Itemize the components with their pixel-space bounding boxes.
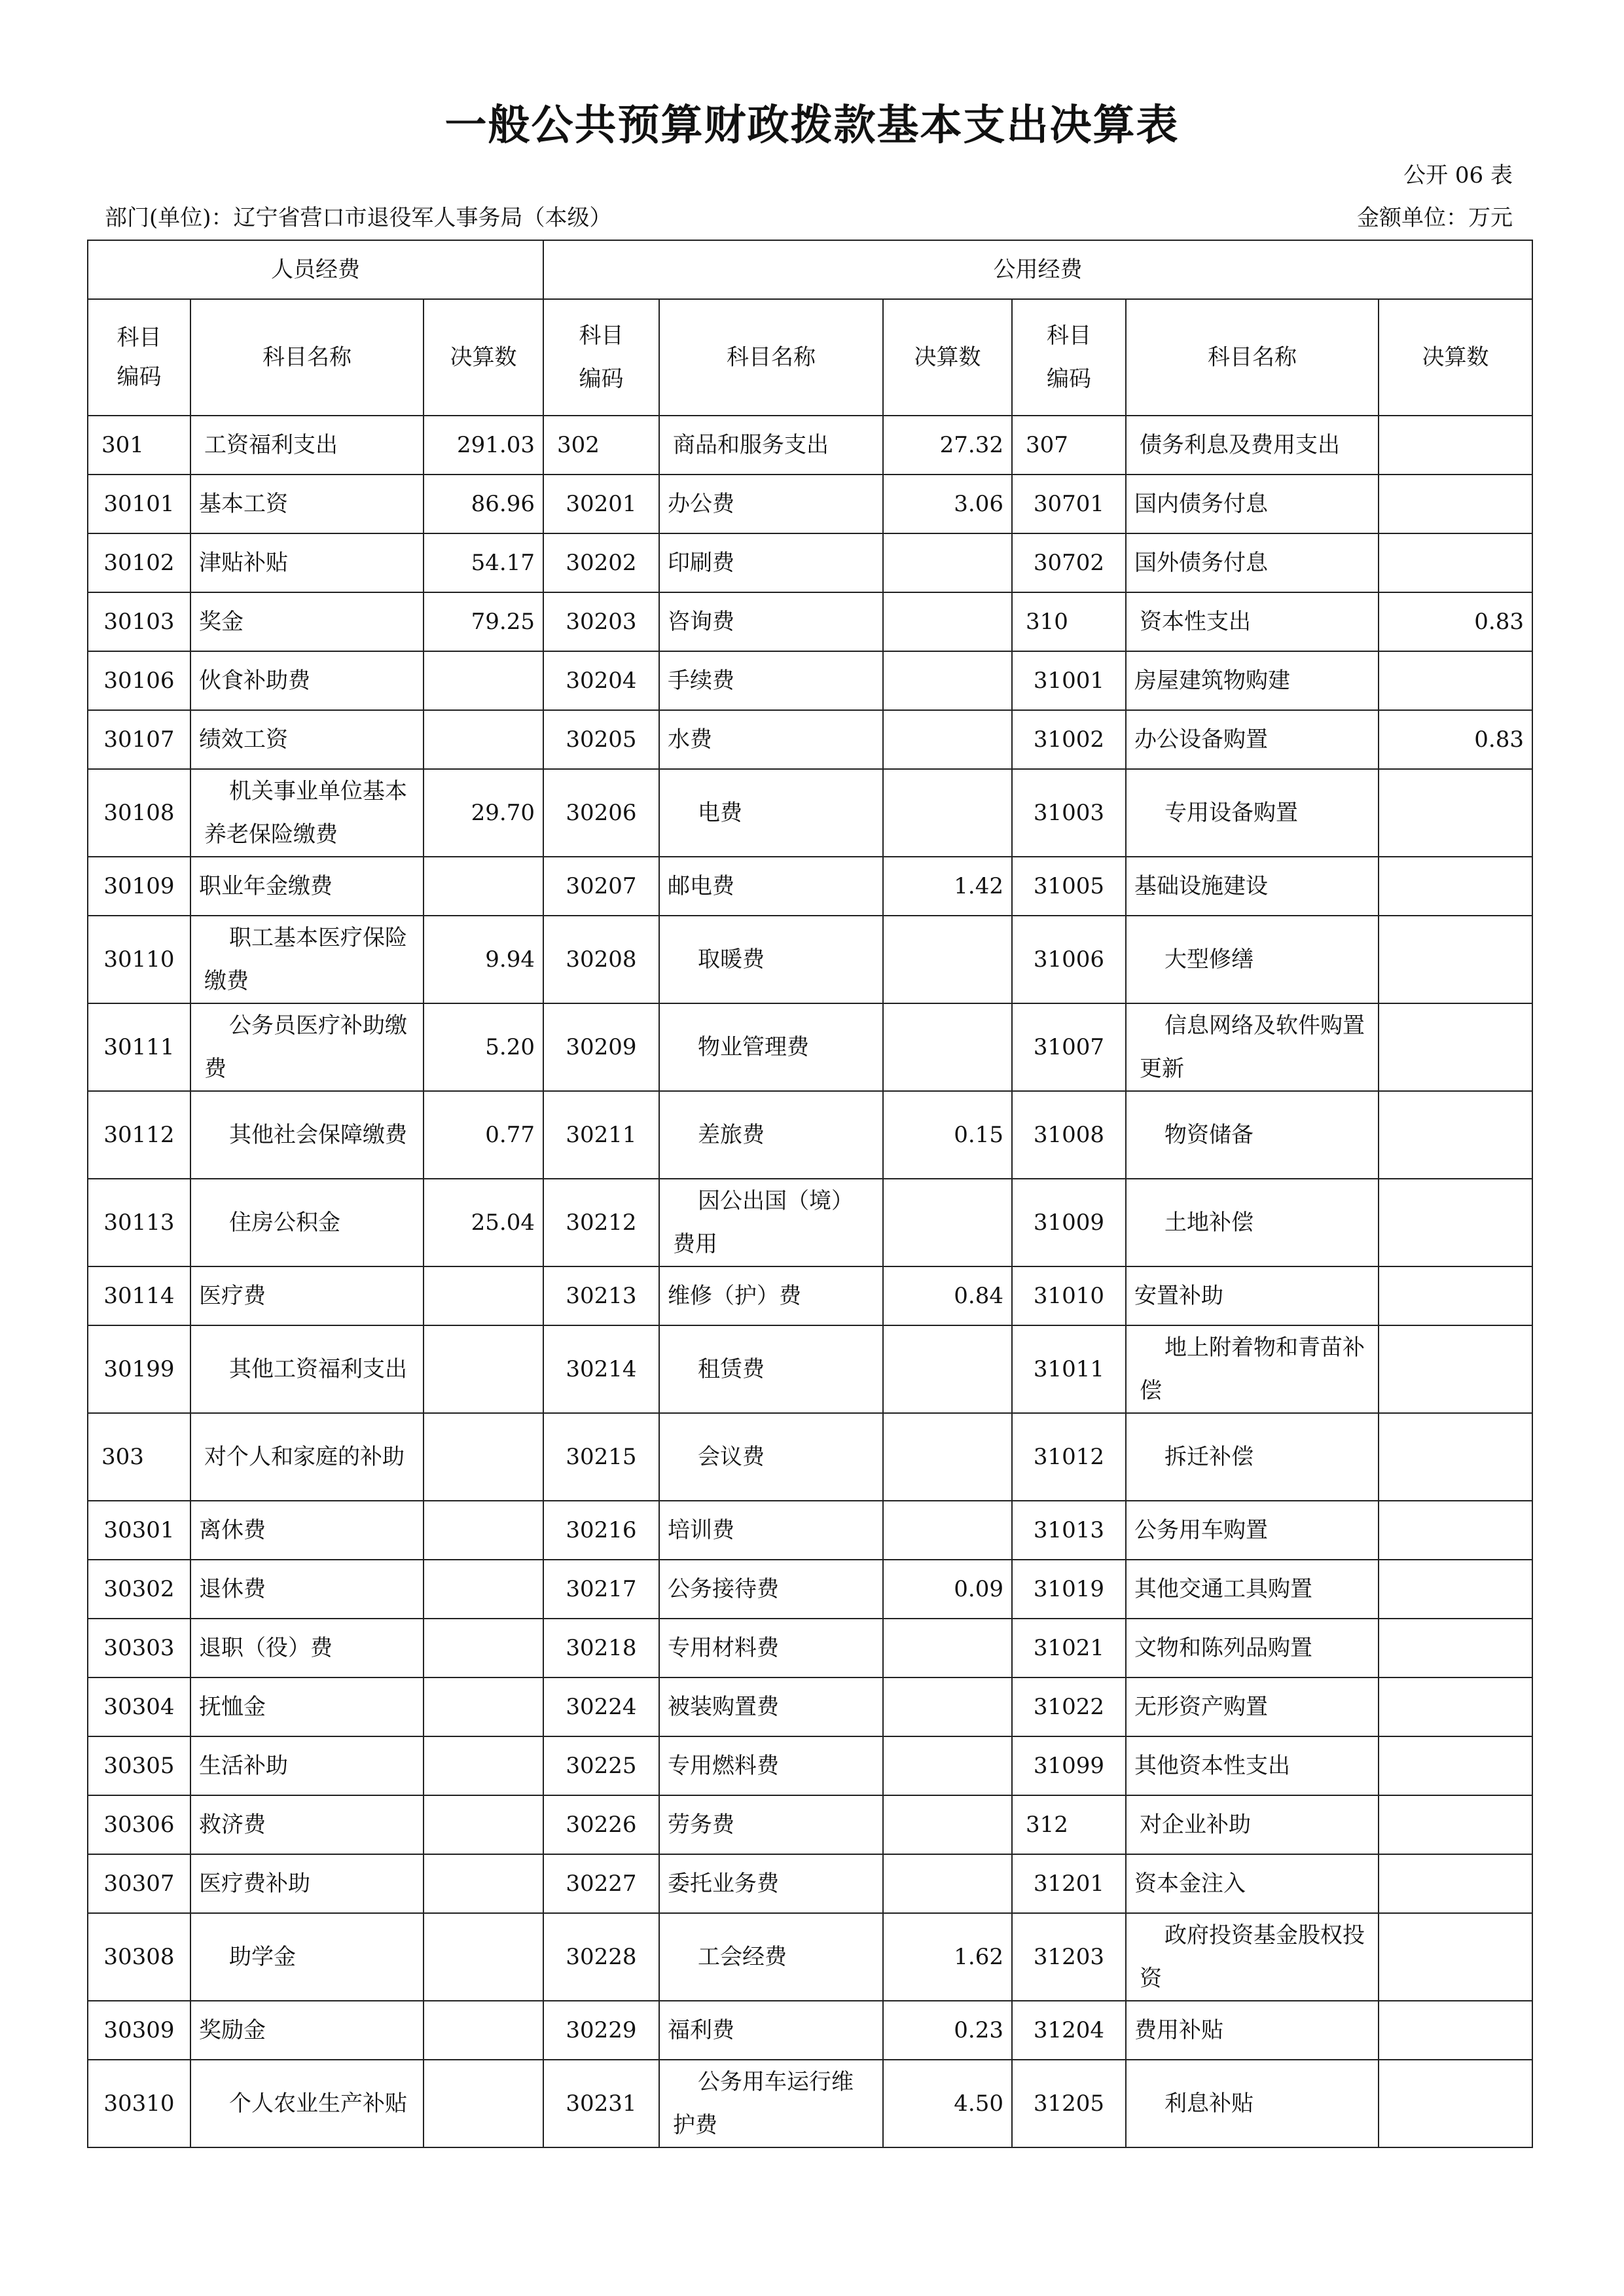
amount-value: 79.25 bbox=[424, 592, 543, 651]
subject-code: 30205 bbox=[543, 710, 659, 769]
subject-code: 30310 bbox=[88, 2060, 190, 2147]
subject-code: 30304 bbox=[88, 1677, 190, 1736]
amount-value: 4.50 bbox=[883, 2060, 1012, 2147]
header-code: 科目 编码 bbox=[88, 299, 190, 416]
subject-code: 31001 bbox=[1012, 651, 1126, 710]
amount-value bbox=[424, 2001, 543, 2060]
amount-value: 0.09 bbox=[883, 1560, 1012, 1619]
subject-code: 30212 bbox=[543, 1179, 659, 1266]
subject-name: 公务员医疗补助缴费 bbox=[190, 1003, 424, 1091]
amount-value bbox=[424, 710, 543, 769]
amount-value bbox=[1379, 1266, 1532, 1325]
table-row bbox=[88, 1854, 1532, 1913]
subject-name: 福利费 bbox=[659, 2001, 883, 2060]
subject-code: 30114 bbox=[88, 1266, 190, 1325]
table-row bbox=[88, 1325, 1532, 1413]
table-row bbox=[88, 1560, 1532, 1619]
subject-name: 专用材料费 bbox=[659, 1619, 883, 1677]
header-name: 科目名称 bbox=[659, 299, 883, 416]
subject-code: 30306 bbox=[88, 1795, 190, 1854]
subject-code: 30103 bbox=[88, 592, 190, 651]
amount-unit-label: 金额单位：万元 bbox=[1357, 205, 1513, 231]
amount-value bbox=[883, 1325, 1012, 1413]
amount-value bbox=[1379, 1560, 1532, 1619]
subject-name: 工会经费 bbox=[659, 1913, 883, 2001]
amount-value bbox=[883, 1179, 1012, 1266]
subject-code: 31204 bbox=[1012, 2001, 1126, 2060]
table-row bbox=[88, 1003, 1532, 1091]
subject-name: 职业年金缴费 bbox=[190, 857, 424, 916]
subject-name: 退职（役）费 bbox=[190, 1619, 424, 1677]
subject-code: 30308 bbox=[88, 1913, 190, 2001]
subject-code: 30229 bbox=[543, 2001, 659, 2060]
section-public-header: 公用经费 bbox=[543, 240, 1532, 299]
amount-value bbox=[1379, 916, 1532, 1003]
amount-value bbox=[424, 857, 543, 916]
budget-table bbox=[87, 240, 1533, 2148]
subject-name: 其他社会保障缴费 bbox=[190, 1091, 424, 1179]
subject-name: 离休费 bbox=[190, 1501, 424, 1560]
table-row bbox=[88, 769, 1532, 857]
subject-name: 机关事业单位基本养老保险缴费 bbox=[190, 769, 424, 857]
amount-value bbox=[1379, 1179, 1532, 1266]
subject-code: 30110 bbox=[88, 916, 190, 1003]
table-row bbox=[88, 1091, 1532, 1179]
header-name: 科目名称 bbox=[190, 299, 424, 416]
subject-code: 30215 bbox=[543, 1413, 659, 1501]
subject-code: 31009 bbox=[1012, 1179, 1126, 1266]
subject-code: 30106 bbox=[88, 651, 190, 710]
subject-code: 31203 bbox=[1012, 1913, 1126, 2001]
amount-value bbox=[424, 1854, 543, 1913]
subject-code: 30227 bbox=[543, 1854, 659, 1913]
amount-value: 29.70 bbox=[424, 769, 543, 857]
amount-value bbox=[424, 1266, 543, 1325]
subject-code: 303 bbox=[88, 1413, 190, 1501]
amount-value: 86.96 bbox=[424, 475, 543, 533]
amount-value bbox=[883, 1854, 1012, 1913]
header-code: 科目 编码 bbox=[543, 299, 659, 416]
amount-value bbox=[1379, 1325, 1532, 1413]
amount-value bbox=[424, 1325, 543, 1413]
subject-code: 30301 bbox=[88, 1501, 190, 1560]
table-row bbox=[88, 2060, 1532, 2147]
amount-value bbox=[424, 1795, 543, 1854]
page-title: 一般公共预算财政拨款基本支出决算表 bbox=[444, 101, 1180, 150]
amount-value: 5.20 bbox=[424, 1003, 543, 1091]
amount-value bbox=[883, 1501, 1012, 1560]
subject-code: 30111 bbox=[88, 1003, 190, 1091]
subject-name: 拆迁补偿 bbox=[1126, 1413, 1379, 1501]
amount-value bbox=[883, 1795, 1012, 1854]
amount-value bbox=[1379, 1795, 1532, 1854]
amount-value bbox=[1379, 769, 1532, 857]
subject-code: 310 bbox=[1012, 592, 1126, 651]
subject-name: 个人农业生产补贴 bbox=[190, 2060, 424, 2147]
subject-name: 对企业补助 bbox=[1126, 1795, 1379, 1854]
amount-value bbox=[883, 1619, 1012, 1677]
subject-name: 奖励金 bbox=[190, 2001, 424, 2060]
amount-value: 54.17 bbox=[424, 533, 543, 592]
subject-name: 奖金 bbox=[190, 592, 424, 651]
subject-code: 31007 bbox=[1012, 1003, 1126, 1091]
subject-name: 印刷费 bbox=[659, 533, 883, 592]
subject-name: 培训费 bbox=[659, 1501, 883, 1560]
subject-name: 大型修缮 bbox=[1126, 916, 1379, 1003]
amount-value bbox=[1379, 1736, 1532, 1795]
amount-value: 291.03 bbox=[424, 416, 543, 475]
subject-name: 生活补助 bbox=[190, 1736, 424, 1795]
subject-name: 对个人和家庭的补助 bbox=[190, 1413, 424, 1501]
subject-code: 30217 bbox=[543, 1560, 659, 1619]
subject-code: 301 bbox=[88, 416, 190, 475]
amount-value: 0.84 bbox=[883, 1266, 1012, 1325]
amount-value bbox=[1379, 1501, 1532, 1560]
amount-value bbox=[883, 1413, 1012, 1501]
subject-code: 31003 bbox=[1012, 769, 1126, 857]
amount-value bbox=[883, 533, 1012, 592]
subject-code: 30224 bbox=[543, 1677, 659, 1736]
subject-name: 安置补助 bbox=[1126, 1266, 1379, 1325]
subject-name: 差旅费 bbox=[659, 1091, 883, 1179]
amount-value bbox=[424, 1560, 543, 1619]
subject-name: 无形资产购置 bbox=[1126, 1677, 1379, 1736]
subject-code: 30213 bbox=[543, 1266, 659, 1325]
subject-name: 电费 bbox=[659, 769, 883, 857]
subject-name: 公务接待费 bbox=[659, 1560, 883, 1619]
subject-code: 30113 bbox=[88, 1179, 190, 1266]
amount-value bbox=[1379, 416, 1532, 475]
subject-name: 国内债务付息 bbox=[1126, 475, 1379, 533]
subject-code: 30702 bbox=[1012, 533, 1126, 592]
header-amount: 决算数 bbox=[883, 299, 1012, 416]
subject-code: 312 bbox=[1012, 1795, 1126, 1854]
subject-name: 住房公积金 bbox=[190, 1179, 424, 1266]
subject-code: 31022 bbox=[1012, 1677, 1126, 1736]
subject-code: 30305 bbox=[88, 1736, 190, 1795]
subject-name: 救济费 bbox=[190, 1795, 424, 1854]
amount-value bbox=[883, 1677, 1012, 1736]
subject-code: 31205 bbox=[1012, 2060, 1126, 2147]
subject-code: 30202 bbox=[543, 533, 659, 592]
subject-name: 委托业务费 bbox=[659, 1854, 883, 1913]
amount-value bbox=[1379, 1913, 1532, 2001]
amount-value bbox=[424, 1413, 543, 1501]
subject-name: 手续费 bbox=[659, 651, 883, 710]
subject-name: 办公设备购置 bbox=[1126, 710, 1379, 769]
header-amount: 决算数 bbox=[1379, 299, 1532, 416]
subject-code: 30107 bbox=[88, 710, 190, 769]
amount-value bbox=[1379, 1619, 1532, 1677]
table-row bbox=[88, 1266, 1532, 1325]
subject-code: 30231 bbox=[543, 2060, 659, 2147]
subject-code: 30309 bbox=[88, 2001, 190, 2060]
subject-code: 30199 bbox=[88, 1325, 190, 1413]
header-name: 科目名称 bbox=[1126, 299, 1379, 416]
amount-value: 25.04 bbox=[424, 1179, 543, 1266]
subject-code: 30208 bbox=[543, 916, 659, 1003]
subject-name: 会议费 bbox=[659, 1413, 883, 1501]
subject-name: 职工基本医疗保险缴费 bbox=[190, 916, 424, 1003]
section-personnel-header: 人员经费 bbox=[88, 240, 543, 299]
subject-code: 30108 bbox=[88, 769, 190, 857]
amount-value bbox=[1379, 2060, 1532, 2147]
amount-value bbox=[424, 1677, 543, 1736]
amount-value bbox=[424, 651, 543, 710]
subject-name: 房屋建筑物购建 bbox=[1126, 651, 1379, 710]
amount-value bbox=[883, 1003, 1012, 1091]
subject-name: 其他资本性支出 bbox=[1126, 1736, 1379, 1795]
table-row bbox=[88, 2001, 1532, 2060]
subject-name: 租赁费 bbox=[659, 1325, 883, 1413]
subject-name: 物业管理费 bbox=[659, 1003, 883, 1091]
subject-name: 其他交通工具购置 bbox=[1126, 1560, 1379, 1619]
subject-code: 30214 bbox=[543, 1325, 659, 1413]
subject-code: 31019 bbox=[1012, 1560, 1126, 1619]
amount-value bbox=[424, 1501, 543, 1560]
subject-code: 31005 bbox=[1012, 857, 1126, 916]
table-row bbox=[88, 710, 1532, 769]
subject-code: 30228 bbox=[543, 1913, 659, 2001]
subject-code: 31002 bbox=[1012, 710, 1126, 769]
subject-code: 31012 bbox=[1012, 1413, 1126, 1501]
subject-name: 土地补偿 bbox=[1126, 1179, 1379, 1266]
subject-name: 维修（护）费 bbox=[659, 1266, 883, 1325]
subject-name: 津贴补贴 bbox=[190, 533, 424, 592]
amount-value bbox=[1379, 475, 1532, 533]
subject-name: 商品和服务支出 bbox=[659, 416, 883, 475]
amount-value bbox=[424, 1619, 543, 1677]
subject-code: 30206 bbox=[543, 769, 659, 857]
subject-code: 30216 bbox=[543, 1501, 659, 1560]
amount-value: 0.83 bbox=[1379, 592, 1532, 651]
table-row bbox=[88, 1179, 1532, 1266]
subject-code: 302 bbox=[543, 416, 659, 475]
table-row bbox=[88, 592, 1532, 651]
table-row bbox=[88, 1677, 1532, 1736]
subject-name: 债务利息及费用支出 bbox=[1126, 416, 1379, 475]
subject-code: 30218 bbox=[543, 1619, 659, 1677]
subject-name: 专用设备购置 bbox=[1126, 769, 1379, 857]
amount-value: 0.83 bbox=[1379, 710, 1532, 769]
subject-name: 信息网络及软件购置更新 bbox=[1126, 1003, 1379, 1091]
subject-code: 30209 bbox=[543, 1003, 659, 1091]
subject-name: 邮电费 bbox=[659, 857, 883, 916]
subject-code: 30112 bbox=[88, 1091, 190, 1179]
subject-name: 公务用车运行维护费 bbox=[659, 2060, 883, 2147]
subject-name: 因公出国（境）费用 bbox=[659, 1179, 883, 1266]
subject-name: 办公费 bbox=[659, 475, 883, 533]
form-number: 公开 06 表 bbox=[1403, 162, 1513, 188]
subject-code: 30226 bbox=[543, 1795, 659, 1854]
table-row bbox=[88, 533, 1532, 592]
subject-code: 30211 bbox=[543, 1091, 659, 1179]
subject-code: 31006 bbox=[1012, 916, 1126, 1003]
subject-code: 31201 bbox=[1012, 1854, 1126, 1913]
subject-code: 307 bbox=[1012, 416, 1126, 475]
subject-code: 30225 bbox=[543, 1736, 659, 1795]
subject-name: 资本金注入 bbox=[1126, 1854, 1379, 1913]
amount-value bbox=[1379, 1854, 1532, 1913]
subject-name: 政府投资基金股权投资 bbox=[1126, 1913, 1379, 2001]
subject-code: 30201 bbox=[543, 475, 659, 533]
subject-name: 被装购置费 bbox=[659, 1677, 883, 1736]
subject-code: 30101 bbox=[88, 475, 190, 533]
amount-value bbox=[883, 592, 1012, 651]
amount-value bbox=[883, 710, 1012, 769]
subject-name: 助学金 bbox=[190, 1913, 424, 2001]
subject-code: 31021 bbox=[1012, 1619, 1126, 1677]
table-row bbox=[88, 1913, 1532, 2001]
subject-name: 取暖费 bbox=[659, 916, 883, 1003]
subject-code: 30701 bbox=[1012, 475, 1126, 533]
table-row bbox=[88, 1736, 1532, 1795]
subject-name: 利息补贴 bbox=[1126, 2060, 1379, 2147]
subject-code: 31010 bbox=[1012, 1266, 1126, 1325]
subject-name: 地上附着物和青苗补偿 bbox=[1126, 1325, 1379, 1413]
subject-name: 水费 bbox=[659, 710, 883, 769]
subject-name: 抚恤金 bbox=[190, 1677, 424, 1736]
table-row bbox=[88, 475, 1532, 533]
amount-value: 1.62 bbox=[883, 1913, 1012, 2001]
amount-value bbox=[1379, 1003, 1532, 1091]
subject-name: 医疗费补助 bbox=[190, 1854, 424, 1913]
subject-name: 劳务费 bbox=[659, 1795, 883, 1854]
subject-code: 31099 bbox=[1012, 1736, 1126, 1795]
table-row bbox=[88, 1795, 1532, 1854]
amount-value bbox=[424, 1913, 543, 2001]
table-row bbox=[88, 916, 1532, 1003]
amount-value bbox=[1379, 651, 1532, 710]
subject-name: 文物和陈列品购置 bbox=[1126, 1619, 1379, 1677]
subject-name: 基本工资 bbox=[190, 475, 424, 533]
subject-name: 医疗费 bbox=[190, 1266, 424, 1325]
subject-name: 基础设施建设 bbox=[1126, 857, 1379, 916]
table-row bbox=[88, 416, 1532, 475]
amount-value bbox=[883, 651, 1012, 710]
subject-name: 退休费 bbox=[190, 1560, 424, 1619]
table-row bbox=[88, 1413, 1532, 1501]
subject-name: 咨询费 bbox=[659, 592, 883, 651]
table-row bbox=[88, 1619, 1532, 1677]
amount-value bbox=[1379, 1677, 1532, 1736]
subject-name: 绩效工资 bbox=[190, 710, 424, 769]
table-row bbox=[88, 857, 1532, 916]
subject-code: 31008 bbox=[1012, 1091, 1126, 1179]
subject-name: 其他工资福利支出 bbox=[190, 1325, 424, 1413]
amount-value bbox=[424, 2060, 543, 2147]
subject-code: 30204 bbox=[543, 651, 659, 710]
subject-name: 国外债务付息 bbox=[1126, 533, 1379, 592]
header-amount: 决算数 bbox=[424, 299, 543, 416]
subject-code: 31011 bbox=[1012, 1325, 1126, 1413]
department-label: 部门(单位)：辽宁省营口市退役军人事务局（本级） bbox=[105, 205, 612, 231]
subject-code: 30109 bbox=[88, 857, 190, 916]
subject-name: 资本性支出 bbox=[1126, 592, 1379, 651]
amount-value: 3.06 bbox=[883, 475, 1012, 533]
subject-code: 30203 bbox=[543, 592, 659, 651]
subject-code: 31013 bbox=[1012, 1501, 1126, 1560]
amount-value bbox=[883, 1736, 1012, 1795]
amount-value: 27.32 bbox=[883, 416, 1012, 475]
subject-name: 专用燃料费 bbox=[659, 1736, 883, 1795]
subject-name: 物资储备 bbox=[1126, 1091, 1379, 1179]
subject-name: 工资福利支出 bbox=[190, 416, 424, 475]
amount-value bbox=[1379, 1413, 1532, 1501]
table-row bbox=[88, 651, 1532, 710]
amount-value bbox=[424, 1736, 543, 1795]
subject-code: 30102 bbox=[88, 533, 190, 592]
amount-value: 1.42 bbox=[883, 857, 1012, 916]
subject-code: 30303 bbox=[88, 1619, 190, 1677]
amount-value bbox=[883, 916, 1012, 1003]
amount-value: 0.23 bbox=[883, 2001, 1012, 2060]
amount-value bbox=[1379, 533, 1532, 592]
amount-value bbox=[1379, 1091, 1532, 1179]
amount-value bbox=[883, 769, 1012, 857]
subject-code: 30207 bbox=[543, 857, 659, 916]
amount-value: 0.15 bbox=[883, 1091, 1012, 1179]
subject-name: 伙食补助费 bbox=[190, 651, 424, 710]
subject-code: 30307 bbox=[88, 1854, 190, 1913]
subject-code: 30302 bbox=[88, 1560, 190, 1619]
table-row bbox=[88, 1501, 1532, 1560]
subject-name: 费用补贴 bbox=[1126, 2001, 1379, 2060]
amount-value: 0.77 bbox=[424, 1091, 543, 1179]
amount-value bbox=[1379, 2001, 1532, 2060]
amount-value: 9.94 bbox=[424, 916, 543, 1003]
header-code: 科目 编码 bbox=[1012, 299, 1126, 416]
amount-value bbox=[1379, 857, 1532, 916]
subject-name: 公务用车购置 bbox=[1126, 1501, 1379, 1560]
